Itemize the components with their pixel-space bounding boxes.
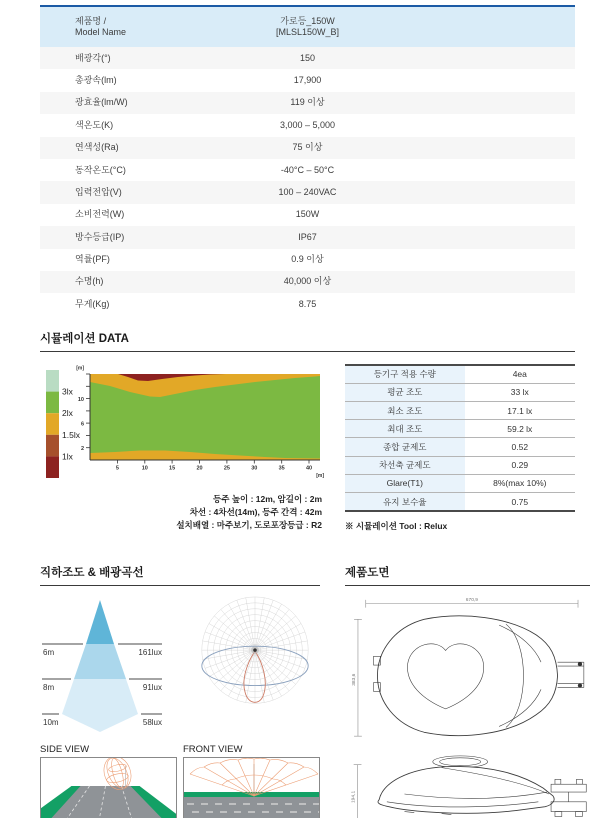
sim-label: 종합 균제도	[345, 438, 465, 455]
cone-height-label: 10m	[43, 718, 59, 728]
sim-label: Glare(T1)	[345, 475, 465, 492]
cone-lux-label: 161lux	[138, 648, 162, 658]
illuminance-charts-row	[40, 594, 320, 736]
sim-value: 0.75	[511, 496, 529, 507]
luminaire-side-view	[378, 756, 586, 817]
table-row	[40, 69, 575, 91]
spec-label: 색온도(K)	[75, 119, 114, 130]
photometric-fan-wireframe	[190, 758, 318, 796]
table-row	[40, 137, 575, 159]
table-row	[345, 402, 575, 420]
table-row	[40, 92, 575, 114]
table-row	[345, 493, 575, 510]
model-name-label-ko: 제품명 /	[75, 15, 107, 26]
sim-value: 0.52	[511, 442, 529, 453]
x-tick-label: 35	[278, 465, 285, 472]
x-tick-label: 30	[251, 465, 258, 472]
note-arrangement: 설치배열 : 마주보기, 도로포장등급 : R2	[176, 520, 322, 531]
spec-label: 무게(Kg)	[75, 298, 110, 309]
dimension-depth	[351, 620, 362, 737]
drawing-section-title: 제품도면	[345, 564, 590, 586]
illuminance-cone-diagram	[40, 594, 190, 736]
heatmap-plot	[76, 365, 324, 479]
table-row	[345, 384, 575, 402]
simulation-result-block	[345, 364, 575, 533]
spec-header-label	[40, 16, 126, 39]
spec-label: 연색성(Ra)	[75, 142, 119, 153]
x-tick-label: 5	[115, 465, 119, 472]
x-tick-label: 40	[305, 465, 313, 472]
simulation-content	[40, 364, 575, 533]
model-name-label-en: Model Name	[75, 27, 127, 37]
sim-value: 0.29	[511, 460, 529, 471]
spec-label: 광효율(lm/W)	[75, 97, 128, 108]
cone-top-band	[86, 600, 114, 644]
table-row	[345, 420, 575, 438]
dim-depth-label: 383,6	[352, 673, 358, 686]
y-tick-label: 2	[80, 445, 84, 452]
spec-rows	[40, 47, 575, 316]
spec-label: 배광각(°)	[75, 52, 111, 63]
dimension-width	[366, 597, 578, 608]
spec-table	[40, 5, 575, 316]
heatmap-x-axis	[116, 460, 324, 479]
model-name-value: 가로등_150W	[280, 15, 335, 26]
table-row	[40, 226, 575, 248]
table-row	[40, 293, 575, 315]
spec-label: 입력전압(V)	[75, 186, 122, 197]
render-views-row	[40, 744, 320, 818]
x-tick-label: 20	[196, 465, 203, 472]
mounting-bracket	[558, 662, 584, 688]
legend-label: 3lx	[62, 386, 73, 397]
table-row	[40, 204, 575, 226]
spec-label: 역률(PF)	[75, 254, 110, 265]
simulation-result-table	[345, 364, 575, 513]
simulation-tool-note: ※ 시뮬레이션 Tool : Relux	[345, 521, 448, 532]
sim-label: 차선축 균제도	[345, 457, 465, 474]
dim-width-label: 670,9	[465, 598, 478, 604]
spec-label: 총광속(lm)	[75, 74, 117, 85]
sim-value: 59.2 lx	[507, 423, 533, 434]
table-row	[345, 475, 575, 493]
legend-label: 2lx	[62, 407, 73, 418]
spec-label: 수명(h)	[75, 276, 104, 287]
simulation-section-title: 시뮬레이션 DATA	[40, 330, 575, 352]
bottom-sections	[40, 550, 590, 818]
side-view-block	[40, 744, 177, 818]
spec-value: 3,000 – 5,000	[279, 119, 336, 130]
model-code-value: [MLSL150W_B]	[275, 27, 340, 37]
side-view-image	[40, 757, 177, 818]
spec-value: 150	[299, 52, 316, 63]
cone-height-label: 8m	[43, 683, 55, 693]
x-tick-label: 25	[223, 465, 230, 472]
y-tick-label: 6	[80, 421, 84, 428]
simulation-chart-block	[40, 364, 330, 533]
y-tick-label: 10	[77, 396, 84, 403]
dim-height-label: 194,1	[351, 791, 357, 804]
spec-header-row	[40, 7, 575, 47]
sim-value: 4ea	[512, 369, 527, 380]
illuminance-column	[40, 550, 320, 818]
legend-label: 1.5lx	[62, 429, 80, 440]
spec-value: 8.75	[298, 298, 317, 309]
table-row	[40, 47, 575, 69]
heatmap-legend	[46, 370, 81, 478]
y-axis-unit: [m]	[76, 365, 84, 372]
illuminance-section-title: 직하조도 & 배광곡선	[40, 564, 320, 586]
front-view-label: FRONT VIEW	[183, 744, 243, 756]
cone-height-label: 6m	[43, 648, 55, 658]
dimension-height	[351, 765, 362, 818]
cone-bottom-band	[62, 679, 138, 732]
luminaire-top-view	[374, 616, 584, 736]
note-lanes-spacing: 차선 : 4차선(14m), 등주 간격 : 42m	[189, 506, 322, 517]
sim-value: 17.1 lx	[507, 405, 533, 416]
illuminance-heatmap-chart	[40, 364, 330, 480]
table-row	[40, 271, 575, 293]
side-view-label: SIDE VIEW	[40, 744, 90, 756]
product-side-view-drawing	[345, 751, 590, 818]
sim-value: 8%(max 10%)	[493, 478, 547, 489]
spec-value: 40,000 이상	[283, 276, 332, 287]
x-tick-label: 15	[169, 465, 176, 472]
spec-label: 방수등급(IP)	[75, 231, 125, 242]
table-row	[345, 457, 575, 475]
spec-value: -40°C – 50°C	[280, 164, 335, 175]
spec-value: 119 이상	[290, 97, 325, 108]
spec-value: 100 – 240VAC	[278, 186, 337, 197]
front-view-block	[183, 744, 320, 818]
table-row	[345, 366, 575, 384]
polar-center-dot	[253, 649, 257, 653]
x-tick-label: 10	[141, 465, 148, 472]
sim-label: 최소 조도	[345, 402, 465, 419]
spec-label: 동작온도(°C)	[75, 164, 126, 175]
table-row	[40, 114, 575, 136]
light-distribution-polar-chart	[190, 594, 320, 724]
table-row	[40, 159, 575, 181]
simulation-notes	[40, 493, 330, 533]
sim-value: 33 lx	[510, 387, 529, 398]
sim-label: 등기구 적용 수량	[345, 366, 465, 383]
spec-value: 150W	[295, 209, 320, 220]
table-row	[40, 181, 575, 203]
cone-mid-band	[74, 644, 126, 679]
sim-label: 유지 보수율	[345, 493, 465, 510]
sim-label: 최대 조도	[345, 420, 465, 437]
cone-lux-label: 58lux	[142, 718, 162, 728]
spec-value: 75 이상	[292, 142, 323, 153]
product-top-view-drawing	[345, 594, 590, 742]
front-view-image	[183, 757, 320, 818]
sim-label: 평균 조도	[345, 384, 465, 401]
drawing-column	[345, 550, 590, 818]
cone-lux-label: 91lux	[142, 683, 162, 693]
spec-value: IP67	[298, 231, 317, 242]
road-surface	[184, 797, 320, 818]
spec-label: 소비전력(W)	[75, 209, 125, 220]
table-row	[345, 438, 575, 456]
x-axis-unit: [m]	[316, 472, 324, 479]
note-pole-height: 등주 높이 : 12m, 암길이 : 2m	[213, 493, 322, 504]
legend-label: 1lx	[62, 451, 73, 462]
mounting-bracket	[551, 780, 586, 817]
spec-value: 17,900	[293, 74, 322, 85]
spec-value: 0.9 이상	[291, 254, 324, 265]
table-row	[40, 249, 575, 271]
